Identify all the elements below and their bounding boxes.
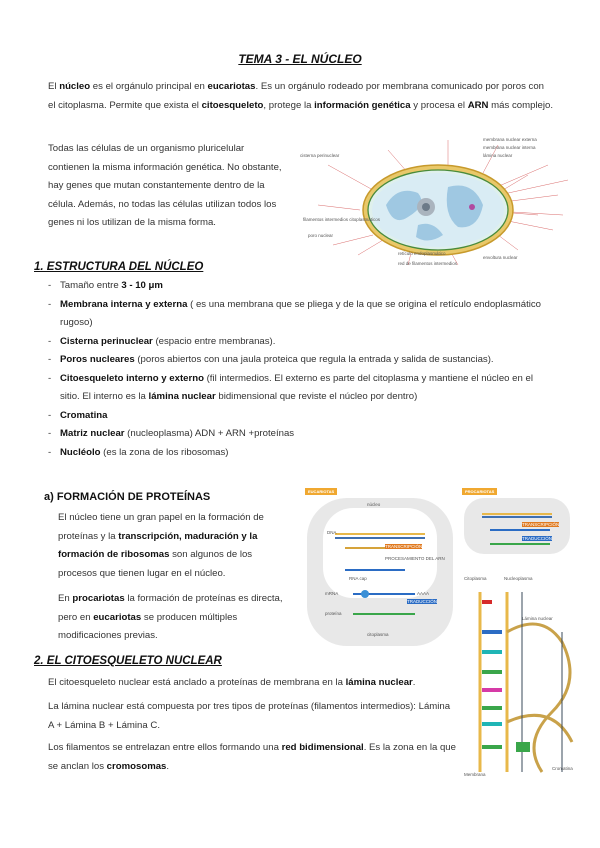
cytoskeleton-paragraph-1: El citoesqueleto nuclear está anclado a proteínas de membrana en la lámina nuclear. [48,677,416,688]
label-lamina-4: Cromatina [552,766,573,771]
label-diagram1-4: poro nuclear [308,233,334,238]
label-diagram1-5: filamentos intermedios citoplasmáticos [303,217,381,222]
label-mrna: mRNA [325,591,339,596]
label-diagram1-7: retículo endoplasmático [398,251,446,256]
structure-item: - Cromatina [48,407,553,426]
page-title: TEMA 3 - EL NÚCLEO [238,52,362,66]
cytoskeleton-paragraph-2: La lámina nuclear está compuesta por tres tipos de proteínas (filamentos intermedios): Lámina A + Lámina B + Lámina C. [48,701,451,731]
structure-item: - Poros nucleares (poros abiertos con una jaula proteica que regula la entrada y salida de sustancias). [48,351,553,370]
structure-item: - Cisterna perinuclear (espacio entre membranas). [48,333,553,352]
lamina-diagram [462,572,592,782]
tag-procariotas: PROCARIOTAS [462,488,497,495]
label-pro-translation: TRADUCCIÓN [522,536,552,541]
structure-item: - Citoesqueleto interno y externo (fil intermedios. El externo es parte del citoplasma y mantiene el núcleo en el sitio. El interno es la lámina nuclear bidimensional que reviste el núcleo por dentro) [48,370,553,407]
label-pro-transcription: TRANSCRIPCIÓN [522,522,560,527]
cytoskeleton-paragraph-3: Los filamentos se entrelazan entre ellos formando una red bidimensional. Es la zona en la que se anclan los cromosomas. [48,742,456,772]
structure-list [48,277,553,462]
label-protein: proteína [325,611,342,616]
section-a-heading: a) FORMACIÓN DE PROTEÍNAS [44,491,211,503]
label-diagram1-8: red de filamentos intermedios [398,261,458,266]
label-translation: TRADUCCIÓN [407,599,437,604]
label-rna-cap: RNA cap [349,576,367,581]
label-diagram1-6: envoltura nuclear [483,255,518,260]
intro-paragraph: El núcleo es el orgánulo principal en eucariotas. Es un orgánulo rodeado por membrana comunicado por poros con el citoplasma. Permite que exista el citoesqueleto, protege la información genética y procesa el ARN más complejo. [48,81,554,111]
proteins-paragraph-1: El núcleo tiene un gran papel en la formación de proteínas y la transcripción, maduración y la formación de ribosomas son algunos de los procesos que tienen lugar en el núcleo. [58,512,264,579]
label-diagram1-2: membrana nuclear interna [483,145,536,150]
proteins-paragraph-2: En procariotas la formación de proteínas es directa, pero en eucariotas se producen múltiples modificaciones previas. [58,593,283,641]
label-dna: DNA [327,530,337,535]
structure-item: - Membrana interna y externa ( es una membrana que se pliega y de la que se origina el retículo endoplasmático rugoso) [48,296,553,333]
label-processing: PROCESAMIENTO DEL ARN [385,556,445,561]
prokaryote-diagram [462,486,572,558]
structure-item: - Nucléolo (es la zona de los ribosomas) [48,444,553,463]
label-diagram1-1: membrana nuclear externa [483,137,537,142]
label-transcription: TRANSCRIPCIÓN [385,544,423,549]
tag-eucariotas: EUCARIOTAS [305,488,337,495]
intro-paragraph-2: Todas las células de un organismo pluricelular contienen la misma información genética. No obstante, hay genes que mutan constantemente dentro de la célula. Además, no todas las células utilizan todos los genes ni los utilizan de la misma forma. [48,143,282,228]
nucleus-illustration [298,135,598,270]
structure-item: - Tamaño entre 3 - 10 μm [48,277,553,296]
label-lamina-2: Lámina nuclear [522,616,553,621]
nucleus-diagram [298,135,598,270]
label-lamina-0: Citoplasma [464,576,487,581]
eukaryote-diagram [305,486,455,648]
section-1-heading: 1. ESTRUCTURA DEL NÚCLEO [34,261,204,273]
label-diagram1-3: lámina nuclear [483,153,513,158]
section-2-heading: 2. EL CITOESQUELETO NUCLEAR [34,655,222,667]
label-aaaa: AAAA [417,591,430,596]
structure-item: - Matriz nuclear (nucleoplasma) ADN + ARN +proteínas [48,425,553,444]
label-lamina-3: Membrana [464,772,486,777]
label-diagram1-0: cisterna perinuclear [300,153,340,158]
label-cytoplasm: citoplasma [367,632,389,637]
label-nucleus: núcleo [367,502,381,507]
label-lamina-1: Nucleoplasma [504,576,533,581]
